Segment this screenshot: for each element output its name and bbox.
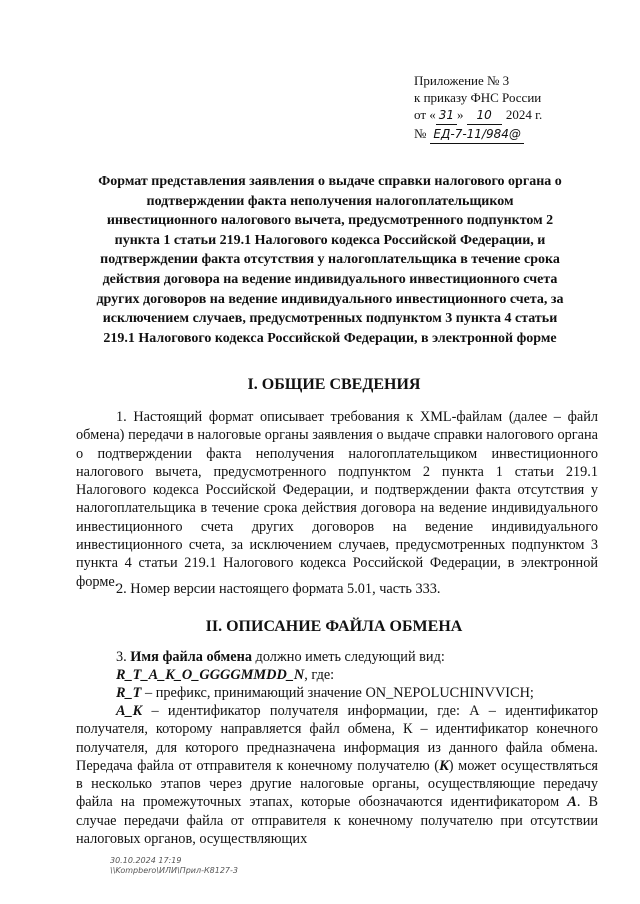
ak-definition <box>76 702 598 848</box>
filename-pattern-line <box>76 666 598 684</box>
p3-prefix: 3. <box>116 649 131 665</box>
date-sep: » <box>457 107 464 122</box>
footer-stamp <box>110 856 238 876</box>
ak-def-3: . В случае передачи файла от отправителя к конечному получателю при отсутствии налоговых органов, осуществляющих <box>76 794 598 848</box>
date-day: 31 <box>436 107 457 125</box>
ak-term: A_K <box>116 703 143 719</box>
date-month: 10 <box>467 107 502 125</box>
p3-rest: должно иметь следующий вид: <box>251 649 445 665</box>
rt-term: R_T <box>116 685 142 701</box>
appendix-date <box>414 106 624 125</box>
paragraph-1: 1. Настоящий формат описывает требования к XML-файлам (далее – файл обмена) передачи в налоговые органы заявления о выдаче справки налогового органа о подтверждении факта неполучения налогоплательщиком инвестиционного налогового вычета, предусмотренного подпунктом 2 пункта 1 статьи 219.1 Налогового кодекса Российской Федерации, и подтверждении факта отсутствия у налогоплательщика в течение срока действия договора на ведение индивидуального инвестиционного счета других договоров на ведение индивидуального инвестиционного счета, за исключением случаев, предусмотренных подпунктом 3 пункта 4 статьи 219.1 Налогового кодекса Российской Федерации, в электронной форме. <box>76 409 598 590</box>
appendix-number <box>414 125 624 144</box>
footer-path: \\Kompbero\ИЛИ\Прил-К8127-3 <box>110 866 238 875</box>
ak-k: К <box>439 757 449 774</box>
ak-a: А <box>567 794 577 811</box>
filename-suffix: , где: <box>304 667 335 683</box>
section-1-heading: I. ОБЩИЕ СВЕДЕНИЯ <box>247 376 421 393</box>
appendix-title: Приложение № 3 <box>414 73 510 88</box>
rt-definition <box>76 684 598 702</box>
footer-datetime: 30.10.2024 17:19 <box>110 856 182 865</box>
paragraph-3 <box>76 648 598 666</box>
number-value: ЕД-7-11/984@ <box>430 126 523 144</box>
p3-bold: Имя файла обмена <box>130 649 252 665</box>
ak-def-2: ) может осуществляться в несколько этапов через другие налоговые органы, осуществляющие передачу файла на промежуточных этапах, которые обозначаются идентификатором <box>76 757 599 811</box>
rt-def: – префикс, принимающий значение ON_NEPOLUCHINVVICH; <box>141 685 534 701</box>
filename-pattern: R_T_A_K_O_GGGGMMDD_N <box>116 667 305 683</box>
section-2-heading: II. ОПИСАНИЕ ФАЙЛА ОБМЕНА <box>205 618 463 635</box>
ak-def-1: – идентификатор получателя информации, где: А – идентификатор получателя, которому направляется файл обмена, К – идентификатор конечного получателя, для которого предназначена информация из данного файла обмена. Передача файла от отправителя к конечному получателю ( <box>76 703 598 774</box>
paragraph-2: 2. Номер версии настоящего формата 5.01, часть 333. <box>116 581 441 597</box>
date-year: 2024 г. <box>505 107 543 122</box>
document-title: Формат представления заявления о выдаче справки налогового органа о подтверждении факта неполучения налогоплательщиком инвестиционного налогового вычета, предусмотренного подпунктом 2 пункта 1 статьи 219.1 Налогового кодекса Российской Федерации, и подтверждении факта отсутствия у налогоплательщика в течение срока действия договора на ведение индивидуального инвестиционного счета других договоров на ведение индивидуального инвестиционного счета, за исключением случаев, предусмотренных подпунктом 3 пункта 4 статьи 219.1 Налогового кодекса Российской Федерации, в электронной форме <box>96 174 564 346</box>
appendix-block <box>414 72 624 144</box>
number-prefix: № <box>414 126 427 141</box>
date-prefix: от « <box>414 107 436 122</box>
appendix-order-ref: к приказу ФНС России <box>414 90 542 105</box>
